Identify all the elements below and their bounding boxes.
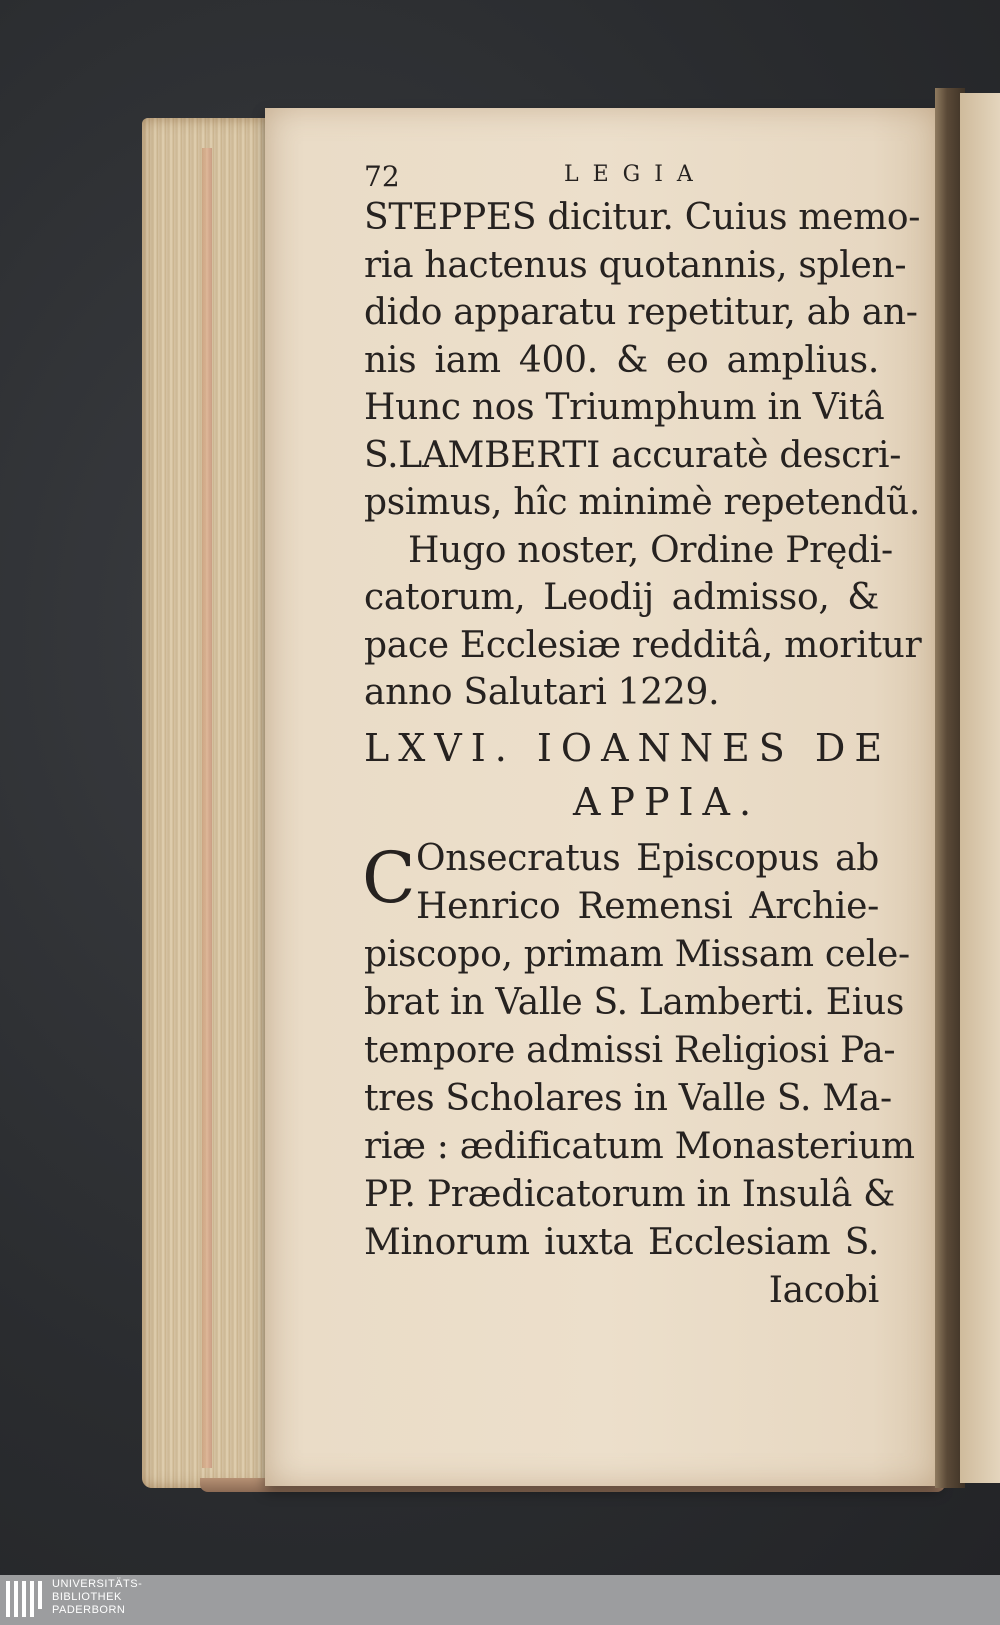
library-footer (0, 1575, 1000, 1625)
paragraph-2 (364, 527, 922, 717)
text-line: tempore admissi Religiosi Pa- (364, 1029, 896, 1071)
catchword: Iacobi (768, 1269, 879, 1311)
text-line: dido apparatu repetitur, ab an- (364, 292, 918, 333)
running-head (364, 160, 879, 194)
text-line: STEPPES dicitur. Cuius memo- (364, 197, 921, 238)
text-line: anno Salutari 1229. (364, 672, 720, 713)
text-line: nis iam 400. & eo amplius. (364, 339, 879, 381)
text-line: tres Scholares in Valle S. Ma- (364, 1077, 892, 1119)
running-title: LEGIA (564, 162, 707, 187)
text-line: piscopo, primam Missam cele- (364, 933, 910, 975)
text-line: Hunc nos Triumphum in Vitâ (364, 387, 885, 428)
page-number: 72 (364, 160, 400, 193)
text-line: pace Ecclesiæ redditâ, moritur (364, 624, 922, 666)
text-line: riæ : ædificatum Monasterium (364, 1125, 915, 1167)
text-line: psimus, hîc minimè repetendũ. (364, 482, 921, 523)
text-line: Onsecratus Episcopus ab (416, 837, 879, 879)
text-line: Henrico Remensi Archie- (416, 885, 879, 927)
text-line: ria hactenus quotannis, splen- (364, 244, 907, 286)
text-line: Minorum iuxta Ecclesiam S. (364, 1221, 879, 1263)
facing-page (960, 93, 1000, 1483)
drop-capital: C (362, 836, 416, 919)
text-line: S.LAMBERTI accuratè descri- (364, 434, 902, 476)
heading-line: LXVI. IOANNES DE (364, 725, 892, 770)
library-name: UNIVERSITÄTS- BIBLIOTHEK PADERBORN (52, 1578, 143, 1616)
text-line: catorum, Leodij admisso, & (364, 577, 879, 618)
paragraph-3 (362, 835, 915, 1315)
page-text (362, 160, 922, 1315)
heading-line: APPIA. (572, 779, 761, 824)
section-heading (364, 721, 892, 829)
text-line: brat in Valle S. Lamberti. Eius (364, 981, 905, 1023)
paragraph-1 (364, 194, 921, 527)
text-line: PP. Prædicatorum in Insulâ & (364, 1173, 895, 1215)
text-line: Hugo noster, Ordine Prędi- (408, 529, 893, 571)
library-logo-icon (6, 1581, 46, 1619)
